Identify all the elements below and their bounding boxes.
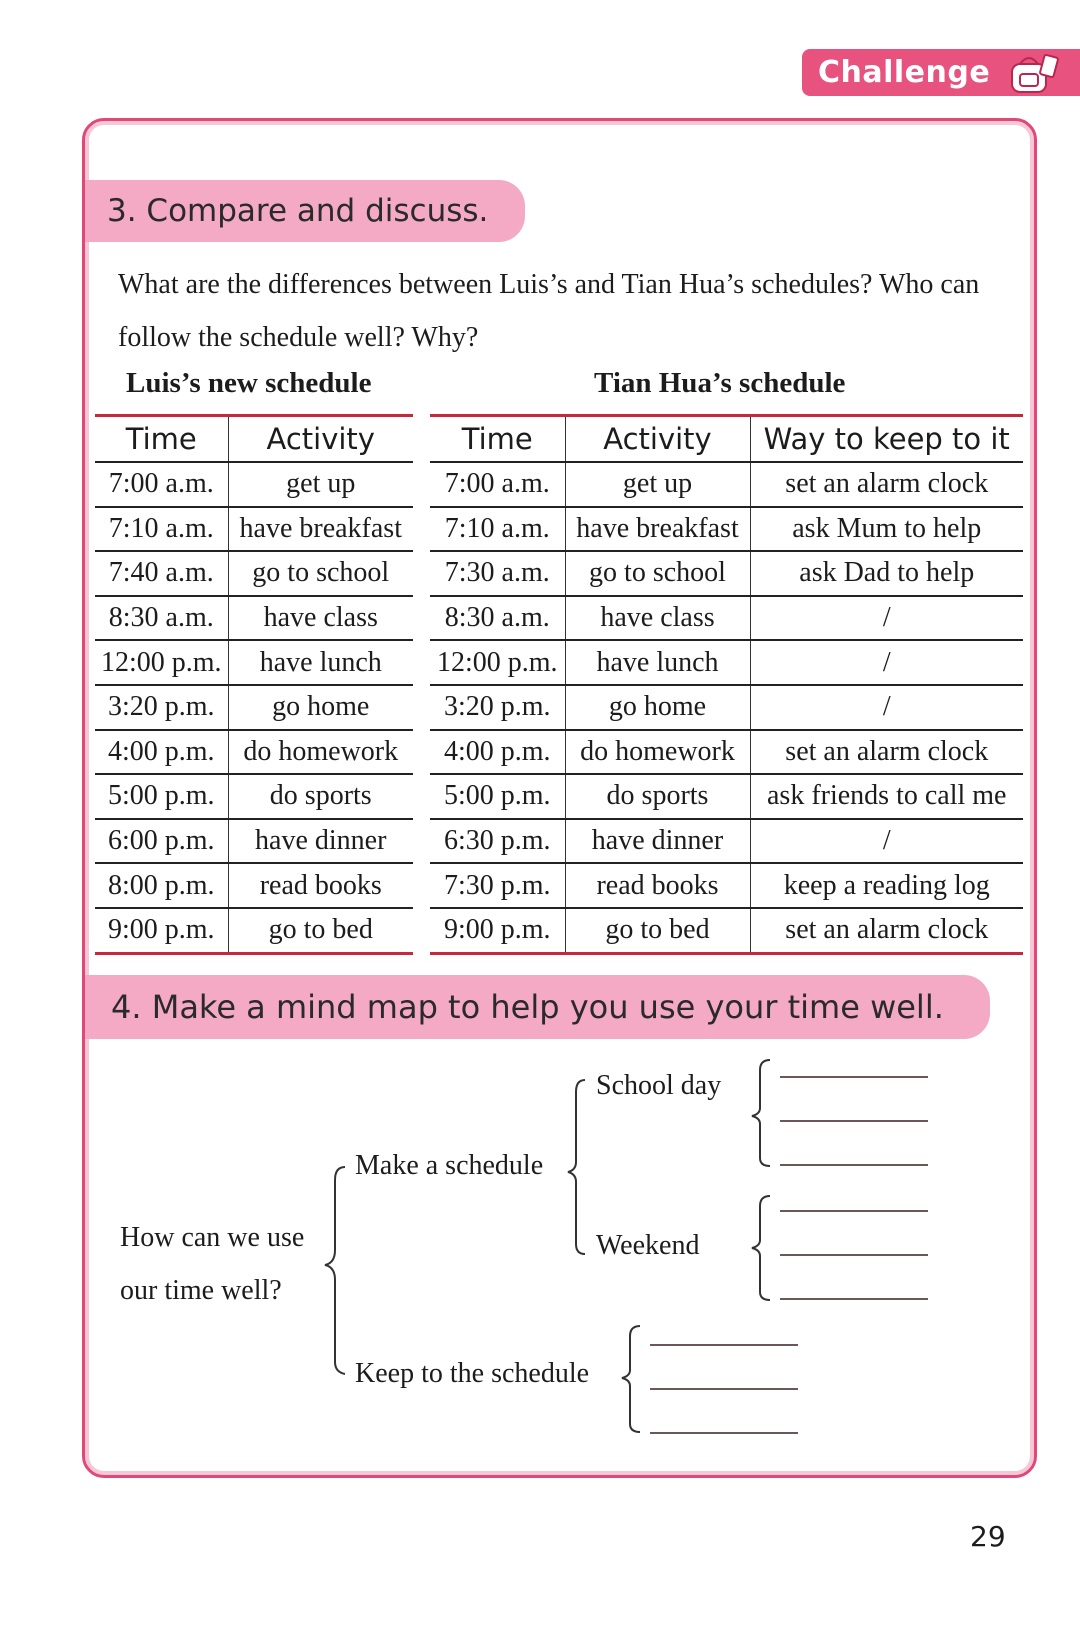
section3-question: What are the differences between Luis’s and Tian Hua’s schedules? Who can follow the schedule well? Why? [118, 269, 980, 353]
table-cell: read books [565, 863, 750, 908]
tianhua-header-2: Way to keep to it [750, 416, 1023, 463]
table-cell: do homework [228, 730, 413, 775]
table-cell: 8:30 a.m. [95, 596, 228, 641]
brace-keep [622, 1326, 640, 1432]
table-cell: set an alarm clock [750, 730, 1023, 775]
table-cell: 7:30 a.m. [430, 551, 565, 596]
tianhua-header-1: Activity [565, 416, 750, 463]
table-cell: do sports [565, 774, 750, 819]
table-cell: 6:00 p.m. [95, 819, 228, 864]
table-cell: 7:30 p.m. [430, 863, 565, 908]
table-cell: have dinner [565, 819, 750, 864]
table-cell: 3:20 p.m. [430, 685, 565, 730]
page-number: 29 [970, 1520, 1006, 1553]
table-cell: go to school [228, 551, 413, 596]
table-cell: 5:00 p.m. [430, 774, 565, 819]
table-cell: 12:00 p.m. [95, 640, 228, 685]
table-cell: 5:00 p.m. [95, 774, 228, 819]
table-cell: set an alarm clock [750, 462, 1023, 507]
table-cell: ask Dad to help [750, 551, 1023, 596]
table-cell: 6:30 p.m. [430, 819, 565, 864]
tianhua-caption: Tian Hua’s schedule [594, 367, 846, 399]
table-cell: 12:00 p.m. [430, 640, 565, 685]
table-cell: set an alarm clock [750, 908, 1023, 953]
luis-header-0: Time [95, 416, 228, 463]
table-cell: have lunch [228, 640, 413, 685]
table-cell: go home [565, 685, 750, 730]
table-cell: / [750, 685, 1023, 730]
table-cell: 7:10 a.m. [95, 507, 228, 552]
luis-caption: Luis’s new schedule [126, 367, 372, 399]
table-cell: 7:10 a.m. [430, 507, 565, 552]
table-cell: go to bed [565, 908, 750, 953]
luis-header-1: Activity [228, 416, 413, 463]
table-cell: 4:00 p.m. [95, 730, 228, 775]
table-cell: 7:40 a.m. [95, 551, 228, 596]
mindmap-make-schedule: Make a schedule [355, 1150, 544, 1181]
brace-root [325, 1167, 345, 1374]
table-cell: / [750, 640, 1023, 685]
table-cell: go to school [565, 551, 750, 596]
mindmap-root-line2: our time well? [120, 1275, 282, 1306]
table-cell: go home [228, 685, 413, 730]
mindmap-school-day: School day [596, 1070, 722, 1101]
table-cell: get up [565, 462, 750, 507]
challenge-label: Challenge [818, 55, 991, 90]
table-cell: ask friends to call me [750, 774, 1023, 819]
mindmap-root-line1: How can we use [120, 1222, 305, 1253]
table-cell: 9:00 p.m. [430, 908, 565, 953]
table-cell: / [750, 819, 1023, 864]
table-cell: 4:00 p.m. [430, 730, 565, 775]
table-cell: 3:20 p.m. [95, 685, 228, 730]
brace-school-day [752, 1060, 770, 1166]
table-cell: have breakfast [228, 507, 413, 552]
table-cell: get up [228, 462, 413, 507]
table-cell: 7:00 a.m. [95, 462, 228, 507]
section4-title: 4. Make a mind map to help you use your time well. [85, 975, 990, 1039]
brace-weekend [752, 1196, 770, 1300]
brace-make [568, 1080, 585, 1254]
table-cell: have class [565, 596, 750, 641]
table-cell: / [750, 596, 1023, 641]
table-cell: 8:30 a.m. [430, 596, 565, 641]
mindmap-keep-schedule: Keep to the schedule [355, 1358, 590, 1389]
table-cell: 8:00 p.m. [95, 863, 228, 908]
table-cell: 9:00 p.m. [95, 908, 228, 953]
table-cell: have dinner [228, 819, 413, 864]
table-cell: 7:00 a.m. [430, 462, 565, 507]
table-cell: ask Mum to help [750, 507, 1023, 552]
table-cell: read books [228, 863, 413, 908]
mindmap-weekend: Weekend [596, 1230, 700, 1261]
tianhua-header-0: Time [430, 416, 565, 463]
table-cell: have lunch [565, 640, 750, 685]
table-cell: have class [228, 596, 413, 641]
table-cell: go to bed [228, 908, 413, 953]
section3-title: 3. Compare and discuss. [85, 180, 525, 242]
table-cell: keep a reading log [750, 863, 1023, 908]
table-cell: do homework [565, 730, 750, 775]
table-cell: have breakfast [565, 507, 750, 552]
table-cell: do sports [228, 774, 413, 819]
